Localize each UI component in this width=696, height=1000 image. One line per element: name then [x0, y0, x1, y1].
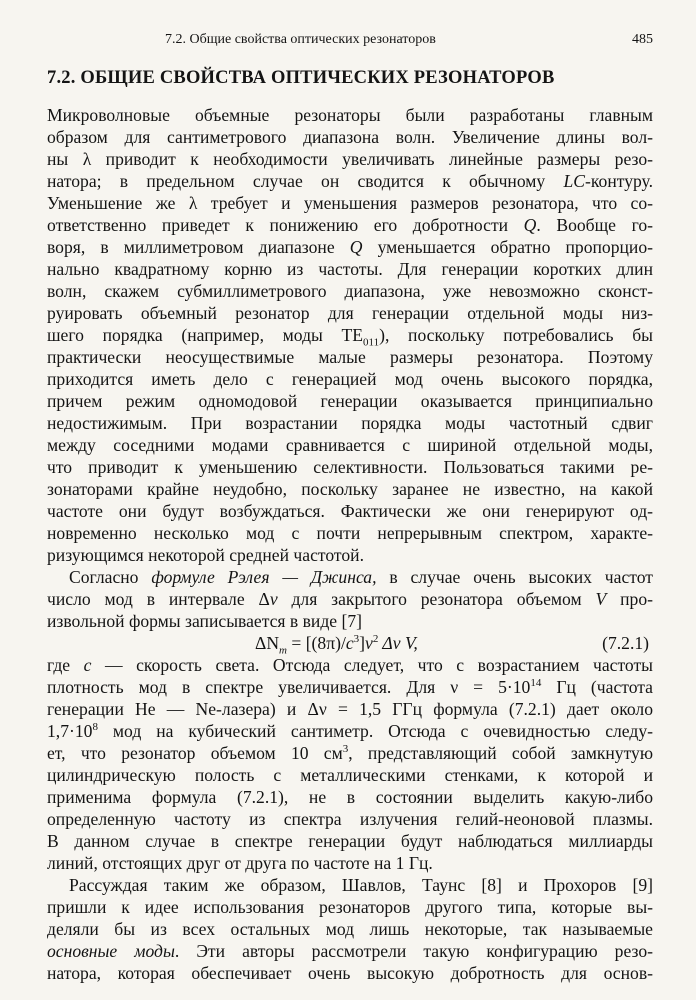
text-span: , представляющий собой замкнутую	[348, 743, 653, 763]
text-line	[69, 566, 653, 588]
eq-sup: 3	[353, 633, 360, 646]
text-span: ответственно приведет к понижению его добротности	[47, 215, 524, 235]
text-line	[47, 742, 653, 764]
text-line: образом для сантиметрового диапазона волн. Увеличение длины вол-	[47, 127, 653, 147]
text-line: извольной формы записывается в виде [7]	[47, 611, 363, 631]
page-content	[47, 0, 653, 1000]
text-line: частоте они будут возбуждаться. Фактически же они генерируют од-	[47, 501, 653, 521]
text-span: в случае очень высоких частот	[376, 567, 653, 587]
text-line	[47, 676, 653, 698]
text-line: приходится иметь дело с генерацией мод очень высокого порядка,	[47, 369, 653, 389]
math-symbol: LC	[563, 171, 586, 191]
equation-body	[255, 632, 418, 657]
text-span: где	[47, 655, 84, 675]
text-span: уменьшается обратно пропорцио-	[362, 237, 653, 257]
text-line: деляли бы из всех остальных мод лишь некоторые, так называемые	[47, 919, 653, 939]
eq-part: c	[345, 633, 354, 653]
text-span: шего порядка (например, моды TE	[47, 325, 364, 345]
text-line: цилиндрическую полость с металлическими стенками, к которой и	[47, 765, 653, 785]
text-line: зонаторами крайне неудобно, поскольку заранее не известно, на какой	[47, 479, 653, 499]
math-symbol: Q	[349, 237, 363, 257]
math-symbol: V	[595, 589, 607, 609]
text-span: про-	[606, 589, 653, 609]
text-line: ны λ приводит к необходимости увеличивать линейные размеры резо-	[47, 149, 653, 169]
eq-part: ν	[365, 633, 373, 653]
math-symbol: c	[83, 655, 92, 675]
text-line: практически неосуществимые малые размеры резонатора. Поэтому	[47, 347, 653, 367]
superscript: 14	[530, 677, 542, 690]
text-span: для закрытого резонатора объемом	[277, 589, 596, 609]
text-span: воря, в миллиметровом диапазоне	[47, 237, 350, 257]
eq-part: ΔN	[255, 633, 280, 653]
text-line: пришли к идее использования резонаторов другого типа, которые вы-	[47, 897, 653, 917]
text-line: Уменьшение же λ требует и уменьшения размеров резонатора, что со-	[47, 193, 653, 213]
superscript: 8	[92, 721, 98, 734]
text-line	[47, 940, 653, 962]
text-line: определенную частоту из спектра излучения гелий-неоновой плазмы.	[47, 809, 653, 829]
text-line	[47, 324, 653, 349]
text-span: Согласно	[69, 567, 152, 587]
text-line: натора, которая обеспечивает очень высокую добротность для основ-	[47, 963, 653, 983]
text-span: ет, что резонатор объемом 10 см	[47, 743, 343, 763]
text-line: новременно несколько мод с почти непрерывным спектром, характе-	[47, 523, 653, 543]
text-span: . Вообще го-	[536, 215, 654, 235]
text-line	[47, 720, 653, 742]
equation-number: (7.2.1)	[602, 633, 649, 653]
text-span: мод на кубический сантиметр. Отсюда с очевидностью следу-	[97, 721, 653, 741]
math-symbol: Q	[523, 215, 537, 235]
eq-sub: m	[279, 644, 287, 657]
text-line: между соседними модами сравнивается с шириной отдельной моды,	[47, 435, 653, 455]
running-title: 7.2. Общие свойства оптических резонаторов	[165, 32, 436, 47]
text-line	[47, 214, 653, 236]
superscript: 3	[342, 743, 349, 756]
italic-term: формуле Рэлея — Джинса,	[151, 567, 377, 587]
text-span: -контуру.	[585, 171, 653, 191]
text-span: натора; в предельном случае он сводится к обычному	[47, 171, 564, 191]
text-span: ), поскольку потребовались бы	[379, 325, 653, 345]
text-line: генерации He — Ne-лазера) и Δν = 1,5 ГГц формула (7.2.1) дает около	[47, 699, 653, 719]
math-symbol: ν	[269, 589, 278, 609]
text-line	[47, 654, 653, 676]
text-line	[47, 170, 653, 192]
text-line: линий, отстоящих друг от друга по частоте на 1 Гц.	[47, 853, 433, 873]
eq-part: Δν V,	[378, 633, 418, 653]
text-line: руировать объемный резонатор для генерации отдельной моды низ-	[47, 303, 653, 323]
text-line: что приводит к уменьшению селективности. Пользоваться такими ре-	[47, 457, 653, 477]
text-span: 1,7·10	[47, 721, 93, 741]
text-line	[47, 588, 653, 610]
text-line: недостижимым. При возрастании порядка моды частотный сдвиг	[47, 413, 653, 433]
eq-part: ]	[359, 633, 366, 653]
eq-sup: 2	[372, 633, 379, 646]
text-line	[47, 236, 653, 258]
text-line: В данном случае в спектре генерации будут наблюдаться миллиарды	[47, 831, 653, 851]
text-line: причем режим одномодовой генерации оказывается принципиально	[47, 391, 653, 411]
text-line: волн, скажем субмиллиметрового диапазона, уже невозможно сконст-	[47, 281, 653, 301]
text-line: Рассуждая таким же образом, Шавлов, Таунс [8] и Прохоров [9]	[69, 875, 653, 895]
subscript: 011	[363, 336, 380, 349]
text-span: число мод в интервале Δ	[47, 589, 270, 609]
text-line: применима формула (7.2.1), не в состоянии выделить какую-либо	[47, 787, 653, 807]
text-span: — скорость света. Отсюда следует, что с возрастанием частоты	[91, 655, 653, 675]
equation	[47, 632, 653, 657]
text-span: плотность мод в спектре увеличивается. Для ν = 5·10	[47, 677, 531, 697]
section-heading: 7.2. ОБЩИЕ СВОЙСТВА ОПТИЧЕСКИХ РЕЗОНАТОРОВ	[47, 68, 555, 88]
eq-part: = [(8π)/	[286, 633, 346, 653]
page-number: 485	[632, 32, 653, 47]
running-head	[47, 32, 653, 52]
italic-term: основные моды	[47, 941, 175, 961]
text-span: . Эти авторы рассмотрели такую конфигурацию резо-	[174, 941, 653, 961]
text-span: Гц (частота	[541, 677, 653, 697]
text-line: Микроволновые объемные резонаторы были разработаны главным	[47, 105, 653, 125]
text-line: нально квадратному корню из частоты. Для генерации коротких длин	[47, 259, 653, 279]
text-line: ризующимся некоторой средней частотой.	[47, 545, 364, 565]
